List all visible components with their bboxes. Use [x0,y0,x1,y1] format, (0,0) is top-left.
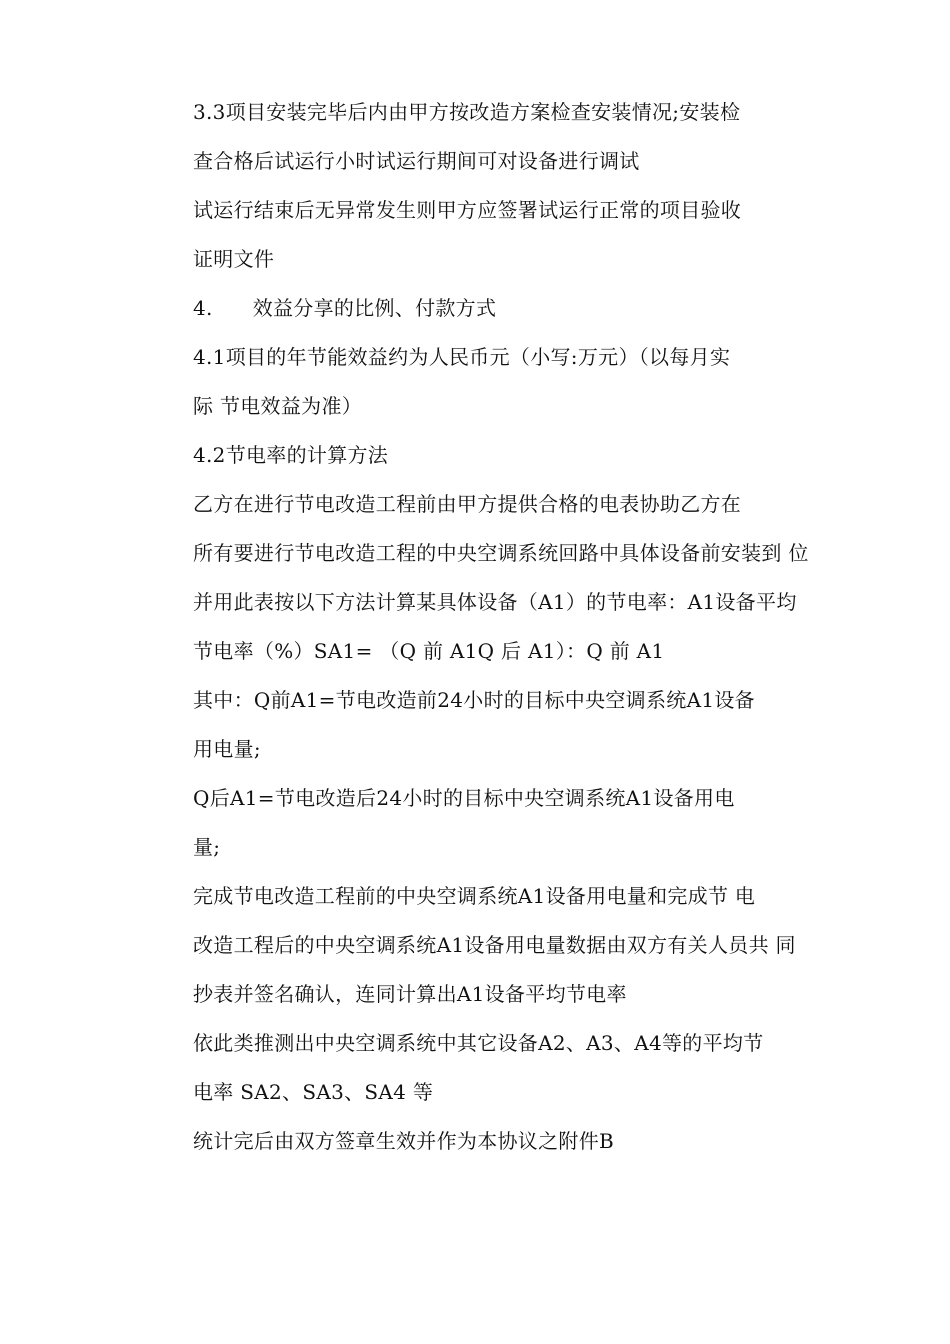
section-number: 4. [193,296,213,320]
text-line: 电率 SA2、SA3、SA4 等 [193,1080,434,1104]
text-line: 完成节电改造工程前的中央空调系统A1设备用电量和完成节 电 [193,884,756,908]
text-line: 试运行结束后无异常发生则甲方应签署试运行正常的项目验收 [193,198,742,222]
section-heading-4 [137,284,827,333]
text-line: 际 节电效益为准） [193,394,363,418]
text-line: 改造工程后的中央空调系统A1设备用电量数据由双方有关人员共 同 [193,933,796,957]
paragraph-3-3 [137,88,827,186]
paragraph-4-1 [137,333,827,431]
document-body [137,88,827,1166]
text-line: 统计完后由双方签章生效并作为本协议之附件B [193,1129,614,1153]
text-line: 4.2节电率的计算方法 [193,443,389,467]
paragraph-appendix-b [137,1117,827,1166]
text-line: 证明文件 [193,247,275,271]
text-line: 量; [193,835,221,859]
text-line: 查合格后试运行小时试运行期间可对设备进行调试 [193,149,640,173]
section-title: 效益分享的比例、付款方式 [252,296,497,320]
paragraph-q-after [137,774,827,872]
text-line: Q后A1=节电改造后24小时的目标中央空调系统A1设备用电 [193,786,735,810]
text-line: 其中：Q前A1=节电改造前24小时的目标中央空调系统A1设备 [193,688,755,712]
section-heading-line [137,284,827,333]
paragraph-other-devices [137,1019,827,1117]
text-line: 抄表并签名确认，连同计算出A1设备平均节电率 [193,982,627,1006]
text-line: 用电量; [193,737,261,761]
paragraph-q-before [137,676,827,774]
text-line: 3.3项目安装完毕后内由甲方按改造方案检查安装情况;安装检 [193,100,741,124]
paragraph-meter-reading [137,872,827,1019]
text-line: 乙方在进行节电改造工程前由甲方提供合格的电表协助乙方在 [193,492,742,516]
text-line: 依此类推测出中央空调系统中其它设备A2、A3、A4等的平均节 [193,1031,764,1055]
text-line: 所有要进行节电改造工程的中央空调系统回路中具体设备前安装到 位 [193,541,809,565]
text-line: 节电率（%）SA1= （Q 前 A1Q 后 A1）：Q 前 A1 [193,639,665,663]
paragraph-calculation-method [137,480,827,676]
text-line: 4.1项目的年节能效益约为人民币元（小写:万元）（以每月实 [193,345,731,369]
paragraph-trial-run [137,186,827,284]
paragraph-4-2 [137,431,827,480]
text-line: 并用此表按以下方法计算某具体设备（A1）的节电率：A1设备平均 [193,590,797,614]
